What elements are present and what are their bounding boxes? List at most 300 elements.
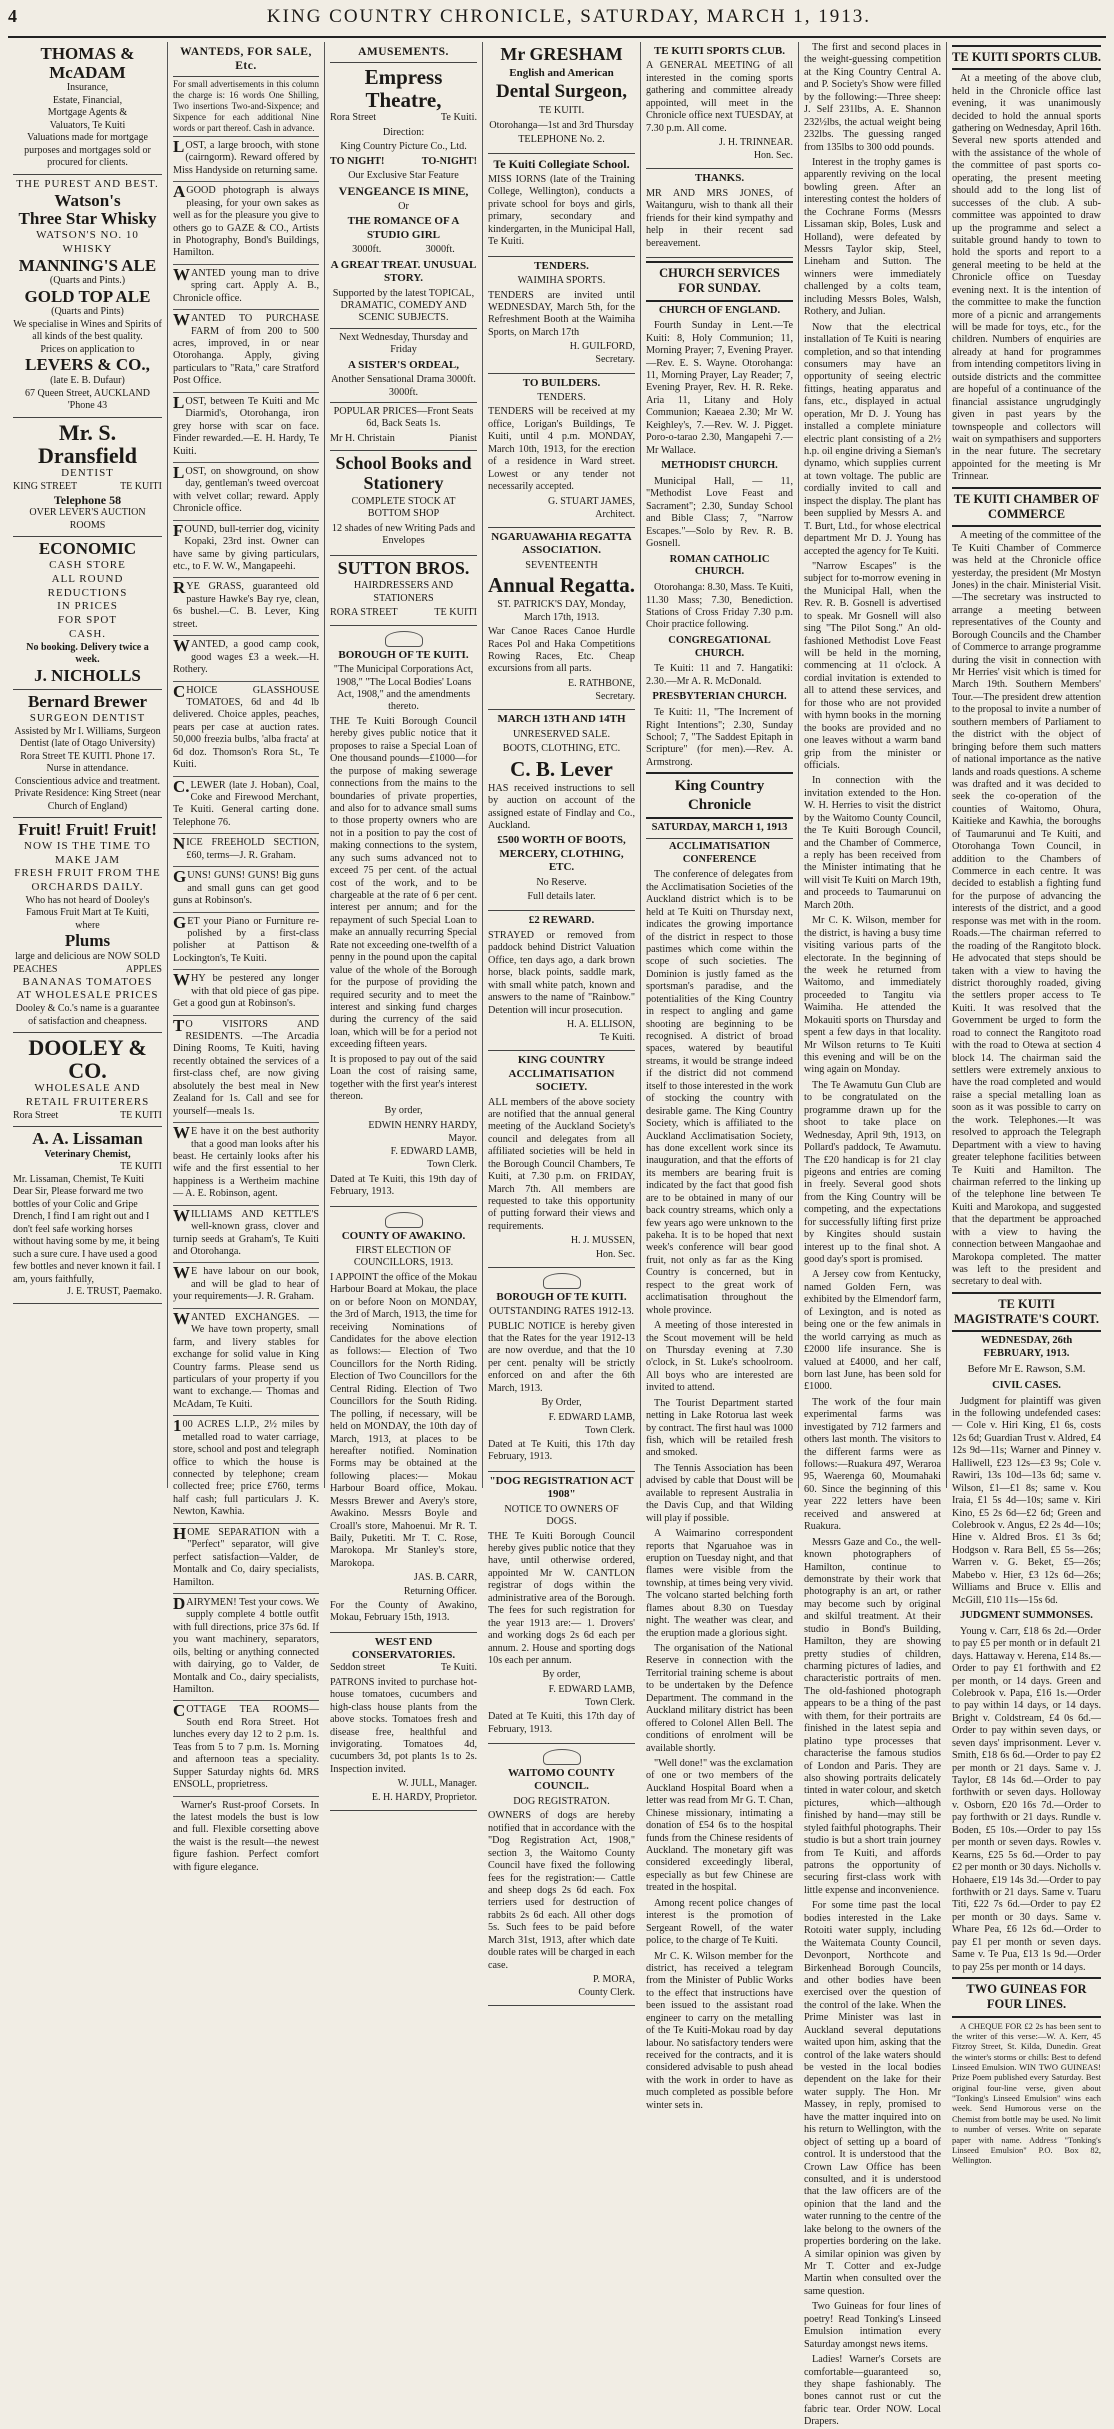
ad-line: TELEPHONE No. 2. (518, 133, 605, 145)
notice-line: OUTSTANDING RATES 1912-13. (489, 1306, 634, 1318)
notice-title: TENDERS. (534, 259, 589, 272)
county-crest (543, 1749, 581, 1765)
ad-line: WATSON'S NO. 10 WHISKY (36, 229, 139, 255)
notice-reward (488, 911, 635, 1051)
classified-item: LOST, between Te Kuiti and Mc Diarmid's, Otorohanga, iron grey horse with scar on face. Finder rewarded.—E. H. Hardy, Te Kuiti. (173, 393, 319, 463)
ad-title: WEST END CONSERVATORIES. (351, 1635, 456, 1661)
editorial-date: SATURDAY, MARCH 1, 1913 (651, 821, 788, 833)
ad-title: Three Star Whisky (18, 209, 157, 229)
ad-note: Who has not heard of Dooley's Famous Fruit Mart at Te Kuiti, where (25, 894, 150, 931)
notice-body: I APPOINT the office of the Mokau Harbour Board at Mokau, the place on or before Noon on MONDAY, the 3rd of March, 1913, the time for receiving Nominations of Candidates for the above election as follows:— Election of Two Councillors for the North Riding. Election of Two Councillors for the Central Riding. Election of Two Councillors for the South Riding. The polling, if necessary, will be held on MONDAY, the 10th day of March, 1913, at places to be hereafter notified. Nomination Forms may be obtained at the following places:— Mokau Harbour Board office, Mokau. Messrs Brewer and Avery's store, Awakino. Messrs Boyle and Croall's store, Mahoenui. Mr R. T. Baily, Puketiti. Mr T. C. Rose, Marokopa. Mr Stanley's store, Marokopa. (330, 1271, 477, 1569)
notice-date: Dated at Te Kuiti, this 17th day of February, 1913. (488, 1711, 635, 1735)
classified-item: RYE GRASS, guaranteed old pasture Hawke's Bay rye, clean, 6s bushel.—C. B. Lever, King street. (173, 578, 319, 636)
ad-body: PATRONS invited to purchase hot-house tomatoes, cucumbers and high-class house plants from the above stocks. Tomatoes fresh and disease free, healthful and invigorating. Tomatoes 4d, cucumbers 3d, pot plants 1s to 2s. Inspection invited. (330, 1676, 477, 1775)
notice-signature: G. STUART JAMES, (547, 495, 635, 507)
ad-title: Bernard Brewer (27, 692, 148, 712)
article-paragraph: Messrs Gaze and Co., the well-known photographers of Hamilton, continue to demonstrate by their work that photography is an art, or rather may become such by original and skilful treatment. At their studio in Bond's Building, Hamilton, they are showing pretty studies of children, charming pictures of ladies, and characteristic portraits of men. The old-fashioned photograph appears to be a thing of the past with them, for their portraits are finished in the latest sepia and platino type processes that characterise the famous studios of London and Paris. They are also showing portraits delicately tinted in water colour, and sketch pictures, which—although finished by hand—may still be styled faithful photographs. Their studio is but a short train journey from Te Kuiti, and affords patrons the opportunity of securing first-class work with little expense and inconvenience. (804, 1536, 941, 1896)
article-paragraph: At a meeting of the above club, held in the Chronicle office last evening, it was unanimously decided to hold the annual sports gathering on Wednesday, April 16th. Several new sports attended and with the assistance of the whole of the committee of past sports co-operating, the present meeting should add to the long list of successes of the club. A sub-committee was appointed to draw up the programme and select a suitable ground handy to town to hold the sports and report to a general meeting to be held at the Chronicle office on Tuesday evening next. It is the intention of the committee to make the function more of a picnic and arrangements will be made for toys, etc., for the children. Numbers of enquiries are already at hand for programmes from intending competitors living in outside districts and the committee are hopeful of a continuance of the financial assistance ungrudgingly given in past years by the townspeople and collectors will wait on sympathisers and supporters in the near future. The secretary appointed for the meeting is Mr Trinnear. (952, 73, 1101, 483)
ad-line: ALL ROUND (51, 572, 124, 585)
ad-town: Te Kuiti. (440, 112, 477, 124)
notice-signature: Mayor. (448, 1133, 477, 1145)
ad-signature: Secretary. (595, 691, 635, 703)
notice-signature: EDWIN HENRY HARDY, (368, 1119, 477, 1131)
masthead (8, 6, 1106, 38)
ad-line: £500 WORTH OF BOOTS, MERCERY, CLOTHING, ETC. (497, 834, 626, 874)
ad-title: DOOLEY & CO. (28, 1035, 147, 1084)
ad-line: POPULAR PRICES—Front Seats 6d, Back Seats 1s. (333, 405, 474, 430)
article-paragraph: For some time past the local bodies interested in the Lake Rotoiti water supply, including the Waitemata County Council, Devonport, Northcote and Birkenhead Borough Councils, and other bodies have been exercised over the question of the control of the lake. When the Prime Minister was last in Auckland several deputations waited upon him, asking that the control of the lake waters should be vested in the local bodies dependent on the lake for their water supply. The Hon. Mr Massey, in reply, promised to have the matter inquired into on his return to Wellington, with the object of setting up a board of control. It is understood that the Crown Law Office has been consulted, and it is understood that the law officers are of the opinion that the land and the water running to the centre of the lake belong to the owners of the properties bordering on the lake. A similar opinion was given by Mr T. Cotter and ex-Judge Martin when consulted over the same question. (804, 1900, 941, 2297)
article-heading: TE KUITI CHAMBER OF COMMERCE (952, 487, 1101, 528)
church-name: ROMAN CATHOLIC CHURCH. (669, 553, 770, 578)
church-name: METHODIST CHURCH. (661, 460, 778, 472)
church-details: Otorohanga: 8.30, Mass. Te Kuiti, 11.30 Mass; 7.30, Benediction. Stations of Cross Friday 7.30 p.m. Choir practice following. (646, 582, 793, 631)
classified-item: WILLIAMS AND KETTLE'S well-known grass, clover and turnip seeds at Graham's, Te Kuiti and Otorohanga. (173, 1206, 319, 1264)
ad-title: C. B. Lever (510, 756, 613, 781)
notice-signature: F. EDWARD LAMB, (548, 1411, 635, 1423)
article-paragraph: Two Guineas for four lines of poetry! Read Tonking's Linseed Emulsion intimation every Saturday amongst news items. (804, 2301, 941, 2350)
ad-line: BOOTS, CLOTHING, ETC. (502, 743, 621, 755)
page-number: 4 (8, 6, 17, 26)
article-paragraph: Interest in the trophy games is apparently reviving on the local bowling green. After an interesting contest the holders of the Cochrane Forms (Messrs Lissaman skip, Boles, Lusk and Holland), were defeated by Messrs Taylor skip, Steel, Lineham and Sutton. The winners were immediately challenged by a colts team, including Messrs Boles, Walsh, Rothery, and Julian. (804, 156, 941, 318)
ad-title: Watson's (54, 190, 121, 210)
court-subheading: JUDGMENT SUMMONSES. (960, 1610, 1093, 1621)
ad-row (330, 244, 477, 256)
ad-town: TE KUITI (120, 1161, 162, 1173)
notice-signature: Town Clerk. (585, 1424, 635, 1436)
ad-address-row (330, 112, 477, 124)
ad-town: TE KUITI (120, 480, 162, 492)
notice-title: TO BUILDERS. (522, 376, 601, 389)
ad-line: NOW IS THE TIME TO MAKE JAM (24, 839, 151, 866)
notice-dog-registration (488, 1472, 635, 1744)
ad-line: COMPLETE STOCK AT BOTTOM SHOP (351, 495, 456, 520)
notice-signature: JAS. B. CARR, (413, 1572, 477, 1584)
church-details: Municipal Hall, — 11, "Methodist Love Feast and Sacrament"; 2.30, Sunday School and Bible Class; 7, "Narrow Escapes."—Solo by Rev. R. B. Gosnell. (646, 475, 793, 550)
ad-line: No Reserve. (536, 876, 587, 888)
article-heading: TE KUITI MAGISTRATE'S COURT. (952, 1292, 1101, 1333)
article-paragraph: The Te Awamutu Gun Club are to be congratulated on the programme drawn up for the shoot to take place on Wednesday, April 9th, 1913, on Pollard's paddock, Te Awamutu. The £20 handicap is for 21 clay pigeons and entries are coming in freely. Several good shots from the King Country will be competing, and the expectations for successfully lifting first prize by Kingites should sustain interest up to the final shot. A good day's sport is promised. (804, 1079, 941, 1265)
court-date: WEDNESDAY, 26th FEBRUARY, 1913. (980, 1335, 1073, 1360)
article-paragraph: A meeting of those interested in the Scout movement will be held on Thursday evening at 7.30 o'clock, in St. Luke's schoolroom. All boys who are interested are invited to attend. (646, 1320, 793, 1394)
ad-line: A SISTER'S ORDEAL, (348, 358, 459, 371)
classified-intro: For small advertisements in this column the charge is: 16 words One Shilling, Two insertions Two-and-Sixpence; and Sixpence for each additional Nine words or part thereof. Cash in advance. (173, 77, 319, 137)
classified-item: LOST, a large brooch, with stone (cairngorm). Reward offered by Miss Handyside on returning same. (173, 137, 319, 182)
notice-body: TENDERS will be received at my office, Lorigan's Buildings, Te Kuiti, until 4 p.m. MONDAY, March 10th, 1913, for the erection of a residence in Ward street. Lowest or any tender not necessarily accepted. (488, 406, 635, 493)
classified-item: WANTED, a good camp cook, good wages £3 a week.—H. Rothery. (173, 636, 319, 681)
ad-bernard-brewer (13, 690, 162, 818)
divider (330, 328, 477, 329)
ad-title: SUTTON BROS. (337, 557, 470, 578)
ad-line: IN PRICES (57, 600, 118, 613)
ad-address-row (330, 607, 477, 619)
ad-line: King Country Picture Co., Ltd. (340, 141, 467, 153)
ad-tagline: THE PUREST AND BEST. (16, 177, 159, 190)
ad-title: Mr. S. Dransfield (38, 419, 137, 468)
ad-line: REDUCTIONS (47, 586, 128, 599)
ad-watsons (13, 175, 162, 418)
ad-row (330, 433, 477, 445)
ad-line: Supported by the latest TOPICAL, DRAMATIC, COMEDY AND SCENIC SUBJECTS. (332, 287, 475, 324)
editorial-masthead: King Country Chronicle (646, 772, 793, 819)
ad-line: ST. PATRICK'S DAY, Monday, March 17th, 1913. (497, 599, 626, 623)
classified-item: GET your Piano or Furniture re-polished by a first-class polisher at Pattison & Lockington's, Te Kuiti. (173, 913, 319, 971)
column-7 (947, 42, 1106, 2166)
ad-street: RORA STREET (330, 607, 398, 619)
ad-street: Rora Street (13, 1109, 59, 1121)
ad-title: Annual Regatta. (488, 573, 636, 598)
ad-note: Nurse in attendance. (46, 763, 129, 775)
notice-date: Dated at Te Kuiti, this 17th day February, 1913. (488, 1439, 635, 1463)
classified-item: C.LEWER (late J. Hoban), Coal, Coke and Firewood Merchant, Te Kuiti. General carting done. Telephone 76. (173, 777, 319, 835)
classified-item: FOUND, bull-terrier dog, vicinity Kopaki, 23rd inst. Owner can have same by giving particulars, etc., to F. W. W., Mangapeehi. (173, 521, 319, 579)
classified-item: NICE FREEHOLD SECTION, £60, terms—J. R. Graham. (173, 834, 319, 867)
column-3 (325, 42, 483, 1803)
notice-date: For the County of Awakino, Mokau, February 15th, 1913. (330, 1599, 477, 1624)
ad-title: A. A. Lissaman (32, 1129, 143, 1149)
ad-title: GOLD TOP ALE (24, 286, 151, 306)
notice-body: THE Te Kuiti Borough Council hereby gives public notice that it proposes to raise a Special Loan of One thousand pounds—£1000—for the purpose of making sewerage connections from the mains to the boundaries of private properties, and also for to advance small sums to those property owners who are not in a position to pay the cost of making connections to the system, any such sums advanced not to exceed 75 per cent. of the actual cost of the work, and to be chargeable at the rate of 6 per cent. interest per annum; and for the repayment of such Special Loan to make an annually recurring Special Rate not exceeding one-twelfth of a penny in the pound upon the capital value of the whole of the Borough for the purpose of providing the required security and to meet the interest and sinking fund charges during the currency of the said loan, which will be for a period not exceeding fifteen years. (330, 715, 477, 1051)
article-paragraph: The work of the four main experimental farms was investigated by 712 farmers and others last month. The visitors to the different farms were as follows:—Ruakura 497, Weraroa 95, Waerenga 60, Moumahaki 60. Since the beginning of this year 222 letters have been received and answered at Ruakura. (804, 1396, 941, 1533)
church-details: Fourth Sunday in Lent.—Te Kuiti: 8, Holy Communion; 11, Morning Prayer; 7, Evening Prayer.—Rev. E. S. Wayne. Otorohanga: 11, Morning Prayer, Lay Reader; 7, Evening Prayer, Rev. H. R. Reke. Aria 11, Litany and Holy Communion; Kaeaea 2.30; Mr W. Keighley's, 7.—Rev. W. J. Pigget. Poro-o-tarao 2.30, Mangapehi 7.—Mr Wallace. (646, 320, 793, 456)
notice-body: A GENERAL MEETING of all interested in the coming sports gathering and committee already appointed, will meet in the Chronicle office next TUESDAY, at 7.30 p.m. All come. (646, 60, 793, 134)
ad-title: THOMAS & McADAM (40, 44, 135, 82)
ad-note: Dooley & Co.'s name is a guarantee of satisfaction and cheapness. (15, 1003, 160, 1027)
notice-signature: H. GUILFORD, (569, 341, 635, 353)
ad-line: Or (398, 201, 409, 213)
notice-rates (488, 1268, 635, 1472)
tender-builders (488, 374, 635, 528)
notice-body: ALL members of the above society are notified that the annual general meeting of the Auckland Society's council and delegates from all affiliated societies will be held in the Borough Council Chambers, Te Kuiti, at 7.30 p.m. on FRIDAY, March 7th. All members are requested to take this opportunity of putting forward their views and requirements. (488, 1096, 635, 1232)
article-paragraph: A Waimarino correspondent reports that Ngaruahoe was in eruption on Tuesday night, and that flames were visible from the township, at times being very vivid. The volcano started belching forth flames about 8.30 on Tuesday night. The weather was clear, and the eruption made a glorious sight. (646, 1528, 793, 1639)
notice-signature: Returning Officer. (403, 1585, 477, 1597)
borough-crest (385, 631, 423, 647)
ad-line: A GREAT TREAT. UNUSUAL STORY. (330, 258, 477, 285)
ad-line: DENTIST (61, 466, 114, 479)
article-paragraph: Young v. Carr, £18 6s 2d.—Order to pay £5 per month or in default 21 days. Hattaway v. Herena, £14 8s.—Order to pay £1 forthwith and £2 per month, or 14 days. Green and Colebrook v. Papa, £16 1s.—Order to pay within 14 days, or 14 days. Bright v. Coldstream, £4 0s 6d.—Order to pay within seven days, or seven days' imprisonment. Lever v. Smith, £18 6s 6d.—Order to pay £2 per month or 21 days. Same v. J. Taylor, £8 14s 6d.—Order to pay forthwith or seven days. Holloway v. Osborn, £20 16s 7d.—Order to pay forthwith or 21 days. Rundle v. Boden, £5 10s.—Order to pay 15s per month or seven days. Rowles v. Kearns, £25 5s 6d.—Order to pay £2 per month or 30 days. Nicholls v. Hohaere, £19 14s 3d.—Order to pay forthwith or 21 days. Same v. Tuaru Titi, £22 7s 6d.—Order to pay £2 per month or 30 days. Same v. Whare Pea, £6 12s 6d.—Order to pay £1 per month or seven days. Same v. Te Pua, £13 1s 9d.—Order to pay 25s per month or 14 days. (952, 1625, 1101, 1973)
ad-line: AT WHOLESALE PRICES (16, 989, 159, 1002)
ad-line: WHOLESALE AND RETAIL FRUITERERS (25, 1082, 150, 1109)
notice-body: OWNERS of dogs are hereby notified that in accordance with the "Dog Registration Act, 1908," section 3, the Waitomo County Council have fixed the following fees for the registration:— Cattle and sheep dogs 2s 6d each. Fox terriers used for destruction of rabbits 2s 6d each. All other dogs 5s. Such fees to be paid before March 31st, 1913, after which date double rates will be charged in each case. (488, 1810, 635, 1971)
ad-line: 12 shades of new Writing Pads and Envelopes (331, 522, 476, 547)
borough-crest (543, 1273, 581, 1289)
ad-line: Mortgage Agents & (47, 107, 128, 119)
ad-note: large and delicious are NOW SOLD (15, 951, 160, 962)
ad-address-row (13, 481, 162, 493)
article-paragraph: The conference of delegates from the Acclimatisation Societies of the Auckland district which is to be held at Te Kuiti on Thursday next, indicates the growing importance of the district in respect to those pastimes which come within the scope of such societies. The Dominion is justly famed as the sportsman's paradise, and the potentialities of the King Country in respect to angling and game shooting are beginning to be recognised. A district of broad spaces, watered by beautiful streams, it would be strange indeed if the district did not commend itself to those interested in the work of stocking the country with desirable game. The King Country Society, which is affiliated to the Auckland Acclimatisation Society, has done excellent work since its inauguration, and that the efforts of its members are bearing fruit is indicated by the fact that good fish are to be obtained in many of our back country streams, which only a few years ago were unknown to the pakeha. It is to be hoped that next week's conference will bear good fruit, not only as far as the King Country is concerned, but in respect to the great work of acclimatisation throughout the whole province. (646, 869, 793, 1316)
article-paragraph: A meeting of the committee of the Te Kuiti Chamber of Commerce was held at the Chronicle office yesterday, the president (Mr Mostyn Jones) in the chair. Ministerial Visit.—The secretary was instructed to arrange a meeting between representatives of the County and Borough Councils and the Chamber of Commerce to arrange programme during the visit in connection with Mr Herries' visit which is timed for March 19th. Southern Members' Tour.—The president drew attention to the proposal to invite a number of southern members of Parliament to the district with the object of bringing before them such matters of national importance as the native lands and roads questions. A scheme was drafted and it was decided to seek the co-operation of the counties of Waitomo, Ohura, Kaitieke and Kawhia, the boroughs of Taumarunui and Te Kuiti, and Otorohanga Town Council, in addition to the Chambers of Commerce in each centre. It was decided to establish a fighting fund for the purpose of advancing the interests of the district, and a good response was met with in the room. Roads.—The chairman referred to the roading of the Rangitoto block. He advocated that steps should be taken with a view to having the district thoroughly roaded, giving the settlers proper access to Te Kuiti. It was resolved that the Government be urged to form the road to connect the Rangitoto road with the road to Otewa at section 4 block 14. The chairman said the settlers were extremely anxious to have the road completed and would raise a special metalling loan as soon as it was possible to carry on the work. Telephones.—It was resolved to approach the Telegraph Department with a view to having greater telephone facilities between Te Kuiti and Hamilton. The chairman referred to the linking up of the telephone line between Te Kuiti and Marokopa, and suggested that the department be approached with a view to having the connection between Mangaohae and Marokopa completed. The matter was left to the president and secretary to deal with. (952, 530, 1101, 1288)
ad-line: BANANAS TOMATOES (22, 975, 153, 988)
article-paragraph: Among recent police changes of interest is the promotion of Sergeant Rowell, of the water police, to the charge of Te Kuiti. (646, 1897, 793, 1947)
ad-dransfield (13, 418, 162, 538)
ad-line: MARCH 13TH AND 14TH (497, 713, 626, 726)
ad-note: Prices on application to (40, 343, 135, 355)
notice-signature: Hon. Sec. (753, 150, 793, 162)
ad-title: MANNING'S ALE (18, 255, 157, 275)
ad-note: We specialise in Wines and Spirits of all kinds of the best quality. (13, 318, 162, 343)
article-heading: TE KUITI SPORTS CLUB. (952, 45, 1101, 70)
newspaper-title: KING COUNTRY CHRONICLE, SATURDAY, MARCH 1, 1913. (266, 6, 872, 27)
notice-title: THANKS. (694, 172, 745, 185)
notice-waitomo-dogs (488, 1744, 635, 2006)
ad-line: FOR SPOT (57, 614, 118, 626)
court-subheading: CIVIL CASES. (992, 1379, 1061, 1391)
ad-regatta (488, 528, 635, 710)
column-4 (483, 42, 641, 1999)
notice-title: TE KUITI SPORTS CLUB. (653, 45, 786, 57)
ad-title: ECONOMIC (38, 539, 137, 559)
classified-item: 100 ACRES L.I.P., 2½ miles by metalled road to water carriage, store, school and post and telegraph office to which the house is connected by telephone; cream collected free; price £760, terms half cash; full particulars J. K. Newton, Kawhia. (173, 1416, 319, 1524)
notice-signature: Secretary. (595, 354, 635, 366)
divider (330, 402, 477, 403)
notice-date: Dated at Te Kuiti, this 19th day of February, 1913. (330, 1173, 477, 1198)
ad-line: (late E. B. Dufaur) (50, 375, 125, 387)
ad-lever-sale (488, 710, 635, 911)
ad-economic-cash-store (13, 537, 162, 690)
ad-letter: Mr. Lissaman, Chemist, Te Kuiti Dear Sir, Please forward me two bottles of your Colic and Gripe Drench, I find I am right out and I don't feel safe working horses without having some by me, it being such a sure cure. I have used a good few bottles and never known it fail. I am, yours faithfully, (13, 1173, 161, 1285)
article-paragraph: Now that the electrical installation of Te Kuiti is nearing completion, and so that intending consumers may have an opportunity of seeing electric fittings, heating apparatus and fans, etc., displayed in actual operation, Mr D. J. Young has installed a complete miniature electric plant consisting of a 2½ h.p. oil engine driving a Sieman's dynamo, which supplies current at town voltage. The public are cordially invited to call and inspect the display. The plant has been supplied by Messrs A. and T. Burt, Ltd., for whose electrical department Mr D. J. Young has accepted the agency for Te Kuiti. (804, 321, 941, 557)
ad-thomas-mcadam (13, 42, 162, 175)
editorial-heading: ACCLIMATISATION CONFERENCE (646, 838, 793, 867)
tender-waimiha (488, 257, 635, 374)
notice-body: PUBLIC NOTICE is hereby given that the Rates for the year 1912-13 are now overdue, and that the 10 per cent. penalty will be strictly enforced on and after the 6th March, 1913. (488, 1320, 635, 1394)
church-name: CONGREGATIONAL CHURCH. (668, 634, 771, 659)
ad-item: 3000ft. (425, 244, 455, 256)
article-paragraph: The organisation of the National Reserve in connection with the Territorial training scheme is about to be undertaken by the Defence Department. The command in the Auckland military district has been offered to Colonel Allen Bell. The conditions of enrolment will be available shortly. (646, 1643, 793, 1754)
ad-line: TE KUITI. (538, 105, 585, 117)
ad-signature: E. RATHBONE, (568, 677, 635, 689)
classified-item: WANTED young man to drive spring cart. Apply A. B., Chronicle office. (173, 265, 319, 310)
notice-title: COUNTY OF AWAKINO. (341, 1229, 466, 1242)
ad-line: Estate, Financial, (52, 94, 123, 106)
ad-body: HAS received instructions to sell by auction on account of the assigned estate of Findlay and Co., Auckland. (488, 782, 635, 831)
ad-line: Otorohanga—1st and 3rd Thursday (489, 119, 634, 131)
article-paragraph: A Jersey cow from Kentucky, named Golden Fern, was exhibited by the Elmendorf farm, of Lexington, and is noted as being one or the few animals in the world carrying as much as £2000 life insurance. She is valued at £4000, and her calf, born last June, has been sold for £1000. (804, 1269, 941, 1393)
classified-item: COTTAGE TEA ROOMS—South end Rora Street. Hot lunches every day 12 to 2 p.m. 1s. Teas from 5 to 7 p.m. 1s. Morning and afternoon teas a speciality. Supper Saturday nights 6d. MRS ENSOLL, proprietress. (173, 1701, 319, 1796)
ad-line: CASH. (68, 627, 107, 640)
notice-sports-club (646, 42, 793, 169)
notice-signature: Te Kuiti. (599, 1032, 635, 1044)
notice-line: NOTICE TO OWNERS OF DOGS. (504, 1503, 619, 1528)
ad-line: Our Exclusive Star Feature (348, 169, 459, 181)
article-paragraph: "Well done!" was the exclamation of one or two members of the Auckland Hospital Board when a letter was read from Mr G. T. Chan, Chinese missionary, intimating a donation of £54 6s to the hospital funds from the Chinese residents of Auckland. The monetary gift was considered exceedingly liberal, especially as but few Chinese are treated in the hospital. (646, 1757, 793, 1894)
ad-title: School Books and Stationery (335, 453, 472, 494)
classified-item: WANTED EXCHANGES. — We have town property, small farm, and livery stables for exchange for solid value in King Country farms. Please send us particulars of your property if you want to exchange.— Thomas and McAdam, Te Kuiti. (173, 1309, 319, 1417)
ad-title: Fruit! Fruit! Fruit! (18, 820, 157, 840)
ad-line: SEVENTEENTH (525, 559, 598, 571)
notice-body: It is proposed to pay out of the said Loan the cost of raising same, together with the first year's interest thereon. (330, 1053, 477, 1103)
ad-body: MISS IORNS (late of the Training College, Wellington), conducts a private school for boys and girls, primary, secondary and kindergarten, in the Municipal Hall, Te Kuiti. (488, 174, 635, 248)
ad-line: (Quarts and Pints.) (49, 275, 126, 287)
article-paragraph: Ladies! Warner's Corsets are comfortable—guaranteed so, they shape fashionably. The bones cannot rust or cut the fabric tear. Order NOW. Local Drapers. (804, 2354, 941, 2428)
article-heading: TWO GUINEAS FOR FOUR LINES. (952, 1977, 1101, 2018)
notice-title: BOROUGH OF TE KUITI. (496, 1290, 627, 1303)
classified-item: CHOICE GLASSHOUSE TOMATOES, 6d and 4d lb delivered. Choice apples, peaches, pears per case at auction rates. 50,000 freezia bulbs, 'alba fracta' at 6d doz. Thomson's Rora St., Te Kuiti. (173, 682, 319, 777)
classified-item: LOST, on showground, on show day, gentleman's tweed overcoat with velvet collar; reward. Apply Chronicle office. (173, 463, 319, 521)
notice-signature: F. EDWARD LAMB, (548, 1683, 635, 1695)
notice-body: MR AND MRS JONES, of Waitanguru, wish to thank all their friends for their kind sympathy and help in their recent sad bereavement. (646, 187, 793, 249)
article-paragraph: Mr C. K. Wilson, member for the district, is having a busy time visiting various parts of the electorate. In the beginning of the week he returned from Waitomo, and immediately proceeded to Tangitu via Waimiha. He attended the Mokauiti sports on Thursday and spent a few days in that locality. Mr Wilson returns to Te Kuiti this evening and will be on the wing again on Monday. (804, 915, 941, 1076)
notice-line: FIRST ELECTION OF COUNCILLORS, 1913. (353, 1244, 454, 1269)
column-5 (641, 42, 799, 2111)
ad-line: NGARUAWAHIA REGATTA ASSOCIATION. (491, 530, 632, 557)
ad-note: Private Residence: King Street (near Church of England) (14, 788, 161, 812)
article-paragraph: Judgment for plaintiff was given in the following undefended cases:— Cole v. Hiri King, £1 6s, costs 12s 6d; Guardian Trust v. Aldred, £4 12s 9d—11s; Warner and Pinney v. Halliwell, £23 12s—£3 9s; Cole v. Rawiri, 13s 10d—13s 6d; same v. Wilson, £1—£1 8s; same v. Kou Iraia, £1 5s 4d—10s; same v. Kiri Kino, £5 2s 6d—£2 6d; Green and Colebrook v. Angus, £2 2s 4d—10s; Hine v. Aldred Bros. £1 3s 6d; Hodgson v. Rara Bell, £5 5s—26s; Warren v. G. Beket, £5—26s; Mabebo v. Hier, £3 12s 6d—26s; Williams and Bruce v. Ellis and McGill, £10 11s—15s 6d. (952, 1395, 1101, 1606)
notice-line: By Order, (541, 1397, 582, 1409)
ad-address-row (13, 1110, 162, 1122)
ad-line: Insurance, (66, 82, 109, 94)
classified-item: WHY be pestered any longer with that old piece of gas pipe. Get a good gun at Robinson's. (173, 970, 319, 1015)
ad-item: TO NIGHT! (330, 155, 385, 167)
article-paragraph: The Tourist Department started netting in Lake Rotorua last week by contract. The first haul was 1000 fish, which will be retailed fresh and smoked. (646, 1397, 793, 1459)
ad-address-row (330, 1662, 477, 1674)
church-details: Te Kuiti: 11 and 7. Hangatiki: 2.30.—Mr A. R. McDonald. (646, 663, 793, 687)
ad-town: Te Kuiti. (440, 1662, 477, 1674)
notice-signature: Town Clerk. (427, 1159, 477, 1171)
ad-line: Veterinary Chemist, (44, 1148, 131, 1160)
ad-line: SURGEON DENTIST (29, 711, 146, 724)
ad-line: Valuators, Te Kuiti (49, 119, 126, 131)
ad-note: Valuations made for mortgage purposes and mortgages sold or procured for clients. (24, 132, 151, 169)
ad-item: 3000ft. (352, 244, 382, 256)
ad-line: OVER LEVER'S AUCTION ROOMS (29, 507, 146, 531)
ad-line: FRESH FRUIT FROM THE ORCHARDS DAILY. (14, 867, 161, 894)
article-paragraph: Mr C. K. Wilson member for the district, has received a telegram from the Minister of Public Works to the effect that instructions have been issued to the assistant road engineer to carry on the metalling of the Te Kuiti-Mokau road by day labour. No satisfactory tenders were received for the contracts, and it is considered advisable to push ahead with the work in order to have as much completed as possible before winter sets in. (646, 1950, 793, 2111)
ad-street: Rora Street (330, 112, 377, 124)
ad-note: Conscientious advice and treatment. (15, 775, 160, 787)
notice-line: DOG REGISTRATON. (513, 1795, 610, 1807)
ad-note: Assisted by Mr I. Williams, Surgeon Dentist (late of Otago University) Rora Street TE KUITI. Phone 17. (14, 725, 161, 762)
court-magistrate: Before Mr E. Rawson, S.M. (967, 1363, 1086, 1375)
ad-dooley (13, 1033, 162, 1127)
notice-awakino (330, 1207, 477, 1633)
notice-line: WAIMIHA SPORTS. (517, 275, 606, 287)
ad-line: THE ROMANCE OF A STUDIO GIRL (347, 215, 460, 241)
ad-line: CASH STORE (49, 559, 126, 571)
ad-title: Empress Theatre, (364, 65, 443, 113)
ad-body: War Canoe Races Canoe Hurdle Races Pol and Haka Competitions Rowing Races, Etc. Cheap excursions from all parts. (488, 626, 635, 675)
notice-signature: H. A. ELLISON, (566, 1018, 635, 1030)
notice-title: BOROUGH OF TE KUITI. (338, 648, 469, 661)
ad-sutton-bros (330, 556, 477, 626)
classified-item: GUNS! GUNS! GUNS! Big guns and small guns can get good guns at Robinson's. (173, 867, 319, 912)
ad-empress-theatre (330, 63, 477, 451)
ad-line: Direction: (382, 126, 425, 138)
ad-item: TO-NIGHT! (421, 155, 477, 167)
classified-item: WANTED TO PURCHASE FARM of from 200 to 500 acres, improved, in or near Otorohanga. Apply, giving particulars to "Rata," care Stratford Post Office. (173, 310, 319, 393)
section-heading: AMUSEMENTS. (330, 42, 477, 63)
ad-line: UNRESERVED SALE. (512, 728, 611, 740)
notice-title: KING COUNTRY ACCLIMATISATION SOCIETY. (508, 1054, 615, 1094)
church-services-heading: CHURCH SERVICES FOR SUNDAY. (646, 261, 793, 302)
ad-item: PEACHES (13, 963, 58, 975)
ad-item: Pianist (449, 432, 477, 444)
article-paragraph: The Tennis Association has been advised by cable that Doust will be available to represent Australia in the Davis Cup, and that Wilding will play if possible. (646, 1462, 793, 1524)
article-paragraph: The first and second places in the weight-guessing competition at the King Country Central A. and P. Society's Show were filled by the following:—Three sheep: J. Self 231lbs, A. E. Shannon 232½lbs, the actual weight being 232lbs. The guessing ranged from 135lbs to 300 odd pounds. (804, 42, 941, 153)
ad-line: 67 Queen Street, AUCKLAND (25, 387, 150, 399)
notice-line: TENDERS. (537, 392, 586, 404)
notice-signature: Hon. Sec. (595, 1248, 635, 1260)
notice-signature: County Clerk. (578, 1987, 635, 1999)
feature-title: VENGEANCE IS MINE, (338, 184, 469, 199)
notice-thanks (646, 169, 793, 258)
ad-gresham (488, 42, 635, 154)
notice-line: "The Municipal Corporations Act, 1908," "The Local Bodies' Loans Act, 1908," and the amendments thereto. (333, 664, 474, 713)
notice-line: By order, (542, 1669, 581, 1681)
ad-school-books (330, 451, 477, 555)
article-paragraph: In connection with the invitation extended to the Hon. W. H. Herries to visit the district by the Waitomo County Council, the Te Kuiti Borough Council, and the Chamber of Commerce, a reply has been received from the Minister intimating that he will visit Te Kuiti on March 19th, and proceeds to Taumarunui on March 20th. (804, 775, 941, 911)
ad-owner: J. NICHOLLS (34, 665, 141, 685)
notice-title: "DOG REGISTRATION ACT 1908" (489, 1474, 634, 1501)
classified-item: TO VISITORS AND RESIDENTS. —The Arcadia Dining Rooms, Te Kuiti, having recently obtained the services of a first-class chef, are now giving absolutely the best meal in New Zealand for 1s. Call and see for yourself—meals 1s. (173, 1016, 319, 1124)
notice-signature: Town Clerk. (585, 1697, 635, 1708)
notice-line: By order, (384, 1105, 423, 1117)
notice-signature: F. EDWARD LAMB, (390, 1146, 477, 1158)
ad-signature: J. E. TRUST, Paemako. (67, 1286, 162, 1298)
column-1 (8, 42, 168, 1488)
county-crest (385, 1212, 423, 1228)
notice-body: THE Te Kuiti Borough Council hereby gives public notice that they have, until otherwise ordered, appointed Mr W. CANTLON registrar of dogs within the administrative area of the Borough. The fees for such registration for the year 1913 are:— 1. Drovers' and working dogs 2s 6d each per annum. 2. House and sporting dogs 10s each per annum. (488, 1530, 635, 1666)
ad-line: HAIRDRESSERS AND STATIONERS (353, 580, 454, 604)
ad-row (13, 964, 162, 976)
church-name: CHURCH OF ENGLAND. (658, 304, 781, 316)
ad-signature: W. JULL, Manager. (397, 1778, 477, 1790)
column-2 (168, 42, 325, 1873)
ad-phone: Telephone 58 (53, 492, 122, 507)
ad-line: Next Wednesday, Thursday and Friday (339, 331, 468, 356)
classified-item: DAIRYMEN! Test your cows. We supply complete 4 bottle outfit with full directions, price 37s 6d. If you want machinery, separators, oils, belting or anything connected with dairying, go to Valder, de Montalk and Co., dairy specialists, Hamilton. (173, 1594, 319, 1702)
ad-title: LEVERS & CO., (25, 355, 150, 375)
classified-item: AGOOD photograph is always pleasing, for your own sakes as well as for the pleasure you give to others go to GAZE & CO., Artists in Photography, Bond's Buildings, Hamilton. (173, 182, 319, 265)
ad-title: Mr GRESHAM (500, 44, 623, 64)
notice-acclimatisation (488, 1051, 635, 1267)
church-name: PRESBYTERIAN CHURCH. (652, 691, 787, 703)
warner-corsets-ad: Warner's Rust-proof Corsets. In the latest models the bust is low and full. Flexible corsetting above the waist is the result—the newest figure fashion. Perfect comfort with figure elegance. (173, 1799, 319, 1873)
notice-title: £2 REWARD. (528, 914, 595, 927)
notice-signature: Architect. (595, 508, 635, 520)
ad-west-end (330, 1633, 477, 1811)
notice-title: WAITOMO COUNTY COUNCIL. (507, 1767, 616, 1793)
ad-title: Dental Surgeon, (496, 81, 627, 103)
ad-town: TE KUITI (434, 607, 477, 619)
ad-lissaman (13, 1127, 162, 1304)
ad-line: (Quarts and Pints) (51, 306, 124, 318)
ad-collegiate-school (488, 154, 635, 256)
ad-title: Te Kuiti Collegiate School. (493, 157, 630, 172)
notice-signature: J. H. TRINNEAR. (719, 137, 793, 149)
ad-line: Another Sensational Drama 3000ft. 3000ft. (331, 374, 476, 398)
ad-line: English and American (509, 66, 614, 79)
ad-item: Mr H. Christain (330, 432, 395, 444)
ad-row (330, 156, 477, 168)
ad-town: TE KUITI (120, 1109, 162, 1121)
classified-item: WE have it on the best authority that a good man looks after his beast. He certainly looks after his wife and the first essential to her happiness is a Wertheim machine— A. E. Robinson, agent. (173, 1123, 319, 1206)
column-6 (799, 42, 947, 2428)
ad-line: 'Phone 43 (67, 400, 108, 412)
notice-signature: P. MORA, (593, 1974, 635, 1985)
ad-street: KING STREET (13, 480, 78, 492)
notice-body: TENDERS are invited until WEDNESDAY, March 5th, for the Refreshment Booth at the Waimiha Sports, on March 17th (488, 289, 635, 338)
church-details: Te Kuiti: 11, "The Increment of Right Intentions"; 2.30, Sunday School; 7, "The Saddest Epitaph in Scripture" (for men).—Rev. A. Armstrong. (646, 707, 793, 768)
ad-title: Plums (64, 931, 111, 951)
ad-line: Full details later. (527, 891, 596, 903)
notice-body: STRAYED or removed from paddock behind District Valuation Office, ten days ago, a dark brown horse, black points, saddle mark, with small white patch, known and answers to the name of "Rainbow." Detention will incur prosecution. (488, 929, 635, 1016)
ad-fruit (13, 818, 162, 1033)
ad-signature: E. H. HARDY, Proprietor. (371, 1791, 477, 1803)
ad-item: APPLES (125, 963, 162, 975)
article-paragraph: A CHEQUE FOR £2 2s has been sent to the writer of this verse:—W. A. Kerr, 45 Fitzroy Street, St. Kilda, Dunedin. Great the winter's storms or chills: Best to defend Linseed Emulsion. WIN TWO GUINEAS! Prize Poem published every Saturday. Best original four-line verse, given about "Tonking's Linseed Emulsion" wins each week. Send Humorous verse on the Chemist from bottle may be used. No limit to number of verses. Write on separate paper with name. Address "Tonking's Linseed Emulsion" P.O. Box 82, Wellington. (952, 2020, 1101, 2166)
ad-street: Seddon street (330, 1662, 386, 1674)
section-heading: WANTEDS, FOR SALE, Etc. (173, 42, 319, 77)
